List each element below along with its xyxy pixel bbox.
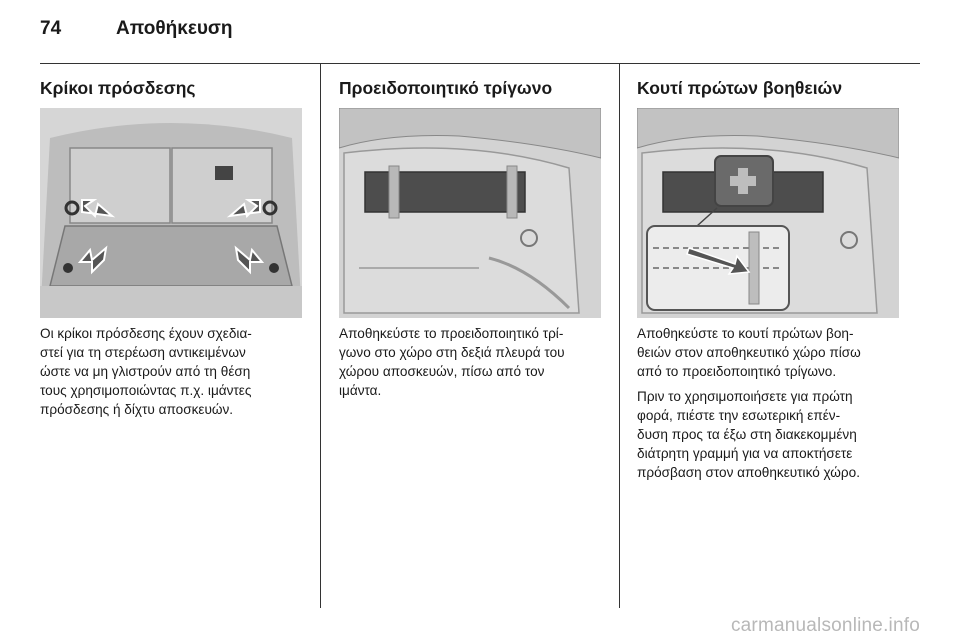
paragraph: Πριν το χρησιμοποιήσετε για πρώτη φορά, πιέστε την εσωτερική επέν- δυση προς τα έξω στη διακεκομμένη διάτρητη γραμμή για να αποκτήσετε πρόσβαση στον αποθηκευτικό χώρο. xyxy=(637,389,860,480)
section-body xyxy=(637,324,899,488)
section-first-aid-kit xyxy=(637,64,899,608)
column-divider xyxy=(619,64,620,608)
column-divider xyxy=(320,64,321,608)
watermark: carmanualsonline.info xyxy=(730,615,920,636)
section-lashing-eyes xyxy=(40,64,302,608)
warning-triangle-illustration xyxy=(339,108,601,318)
section-body xyxy=(339,324,601,406)
section-title: Κρίκοι πρόσδεσης xyxy=(40,78,196,98)
chapter-title: Αποθήκευση xyxy=(116,18,233,39)
section-warning-triangle xyxy=(339,64,601,608)
lashing-eyes-illustration xyxy=(40,108,302,318)
section-body xyxy=(40,324,302,425)
first-aid-kit-illustration xyxy=(637,108,899,318)
page-number: 74 xyxy=(40,18,62,39)
paragraph: Οι κρίκοι πρόσδεσης έχουν σχεδια- στεί για τη στερέωση αντικειμένων ώστε να μη γλιστρούν από τη θέση τους χρησιμοποιώντας π.χ. ιμάντες πρόσδεσης ή δίχτυ αποσκευών. xyxy=(40,326,252,417)
section-title: Κουτί πρώτων βοηθειών xyxy=(637,78,843,98)
paragraph: Αποθηκεύστε το κουτί πρώτων βοη- θειών στον αποθηκευτικό χώρο πίσω από το προειδοποιητικό τρίγωνο. xyxy=(637,326,861,379)
section-title: Προειδοποιητικό τρίγωνο xyxy=(339,78,553,98)
paragraph: Αποθηκεύστε το προειδοποιητικό τρί- γωνο στο χώρο στη δεξιά πλευρά του χώρου αποσκευών, πίσω από τον ιμάντα. xyxy=(339,326,565,398)
page-header xyxy=(40,18,920,48)
